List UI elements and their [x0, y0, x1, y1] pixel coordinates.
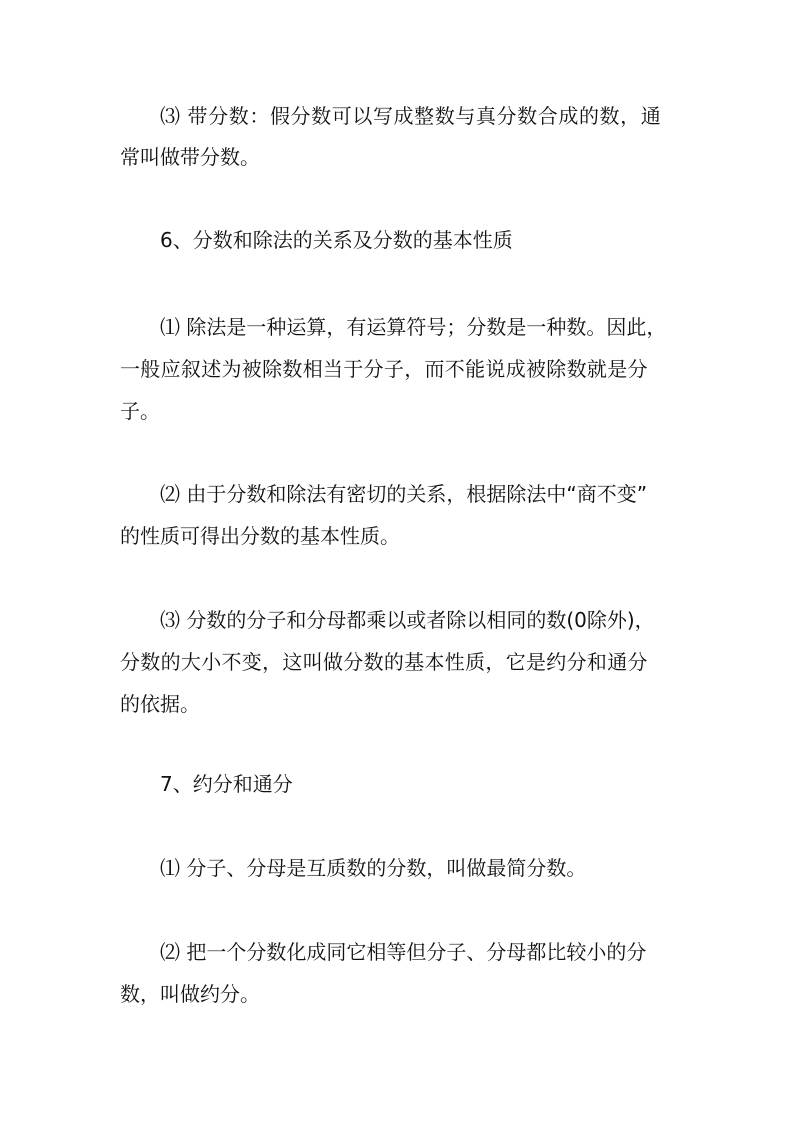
- paragraph-line: 的性质可得出分数的基本性质。: [120, 524, 400, 548]
- paragraph-line: ⑵ 把一个分数化成同它相等但分子、分母都比较小的分: [160, 940, 647, 964]
- paragraph-line: ⑶ 分数的分子和分母都乘以或者除以相同的数(0除外)，: [160, 608, 655, 632]
- paragraph-line: 子。: [120, 399, 160, 423]
- paragraph-line: 的依据。: [120, 692, 200, 716]
- paragraph-line: 常叫做带分数。: [120, 145, 260, 169]
- paragraph-line: 数，叫做约分。: [120, 982, 260, 1006]
- paragraph-line: 一般应叙述为被除数相当于分子，而不能说成被除数就是分: [120, 357, 648, 381]
- section-heading-text: 7、约分和通分: [160, 772, 293, 796]
- paragraph-line: 分数的大小不变，这叫做分数的基本性质，它是约分和通分: [120, 650, 648, 674]
- paragraph-line: ⑶ 带分数：假分数可以写成整数与真分数合成的数，通: [160, 104, 662, 128]
- paragraph-line: ⑵ 由于分数和除法有密切的关系，根据除法中“商不变”: [160, 482, 648, 506]
- section-heading-text: 6、分数和除法的关系及分数的基本性质: [160, 228, 513, 252]
- paragraph-line: ⑴ 除法是一种运算，有运算符号；分数是一种数。因此，: [160, 315, 667, 339]
- paragraph-line: ⑴ 分子、分母是互质数的分数，叫做最简分数。: [160, 856, 587, 880]
